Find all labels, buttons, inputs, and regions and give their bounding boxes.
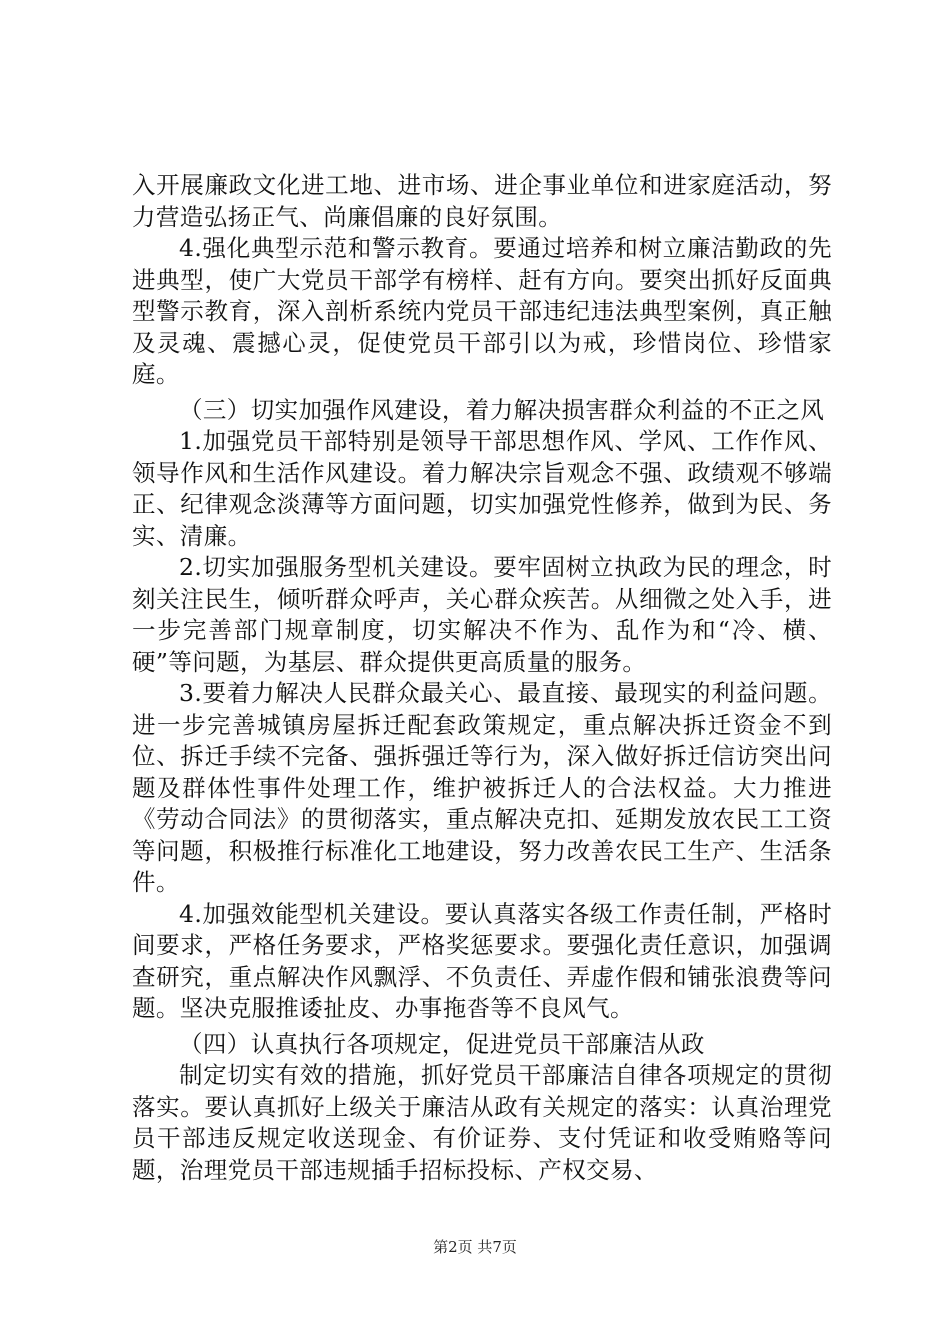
paragraph-regulations: 制定切实有效的措施，抓好党员干部廉洁自律各项规定的贯彻落实。要认真抓好上级关于廉洁从政有关规定的落实：认真治理党员干部违反规定收送现金、有价证券、支付凭证和收受贿赂等问题，治理党员干部违规插手招标投标、产权交易、: [132, 1061, 832, 1184]
section-heading-4: （四）认真执行各项规定，促进党员干部廉洁从政: [179, 1029, 705, 1058]
paragraph-item-3-public-interests: 3.要着力解决人民群众最关心、最直接、最现实的利益问题。进一步完善城镇房屋拆迁配套政策规定，重点解决拆迁资金不到位、拆迁手续不完备、强拆强迁等行为，深入做好拆迁信访突出问题及群体性事件处理工作，维护被拆迁人的合法权益。大力推进《劳动合同法》的贯彻落实，重点解决克扣、延期发放农民工工资等问题，积极推行标准化工地建设，努力改善农民工生产、生活条件。: [132, 679, 832, 896]
paragraph-item-1-work-style: 1.加强党员干部特别是领导干部思想作风、学风、工作作风、领导作风和生活作风建设。着力解决宗旨观念不强、政绩观不够端正、纪律观念淡薄等方面问题，切实加强党性修养，做到为民、务实、清廉。: [132, 427, 832, 550]
paragraph-continuation: 入开展廉政文化进工地、进市场、进企事业单位和进家庭活动，努力营造弘扬正气、尚廉倡廉的良好氛围。: [132, 171, 832, 231]
document-body: [132, 170, 832, 1186]
section-heading-3: （三）切实加强作风建设，着力解决损害群众利益的不正之风: [179, 395, 825, 424]
paragraph-item-4-typical-examples: 4.强化典型示范和警示教育。要通过培养和树立廉洁勤政的先进典型，使广大党员干部学有榜样、赶有方向。要突出抓好反面典型警示教育，深入剖析系统内党员干部违纪违法典型案例，真正触及灵魂、震撼心灵，促使党员干部引以为戒，珍惜岗位、珍惜家庭。: [132, 234, 832, 388]
paragraph-item-4-efficiency-organs: 4.加强效能型机关建设。要认真落实各级工作责任制，严格时间要求，严格任务要求，严格奖惩要求。要强化责任意识，加强调查研究，重点解决作风飘浮、不负责任、弄虚作假和铺张浪费等问题。坚决克服推诿扯皮、办事拖沓等不良风气。: [132, 899, 832, 1022]
paragraph-item-2-service-organs: 2.切实加强服务型机关建设。要牢固树立执政为民的理念，时刻关注民生，倾听群众呼声，关心群众疾苦。从细微之处入手，进一步完善部门规章制度，切实解决不作为、乱作为和“冷、横、硬”等问题，为基层、群众提供更高质量的服务。: [132, 553, 832, 676]
page-footer: 第2页 共7页: [433, 1238, 517, 1256]
